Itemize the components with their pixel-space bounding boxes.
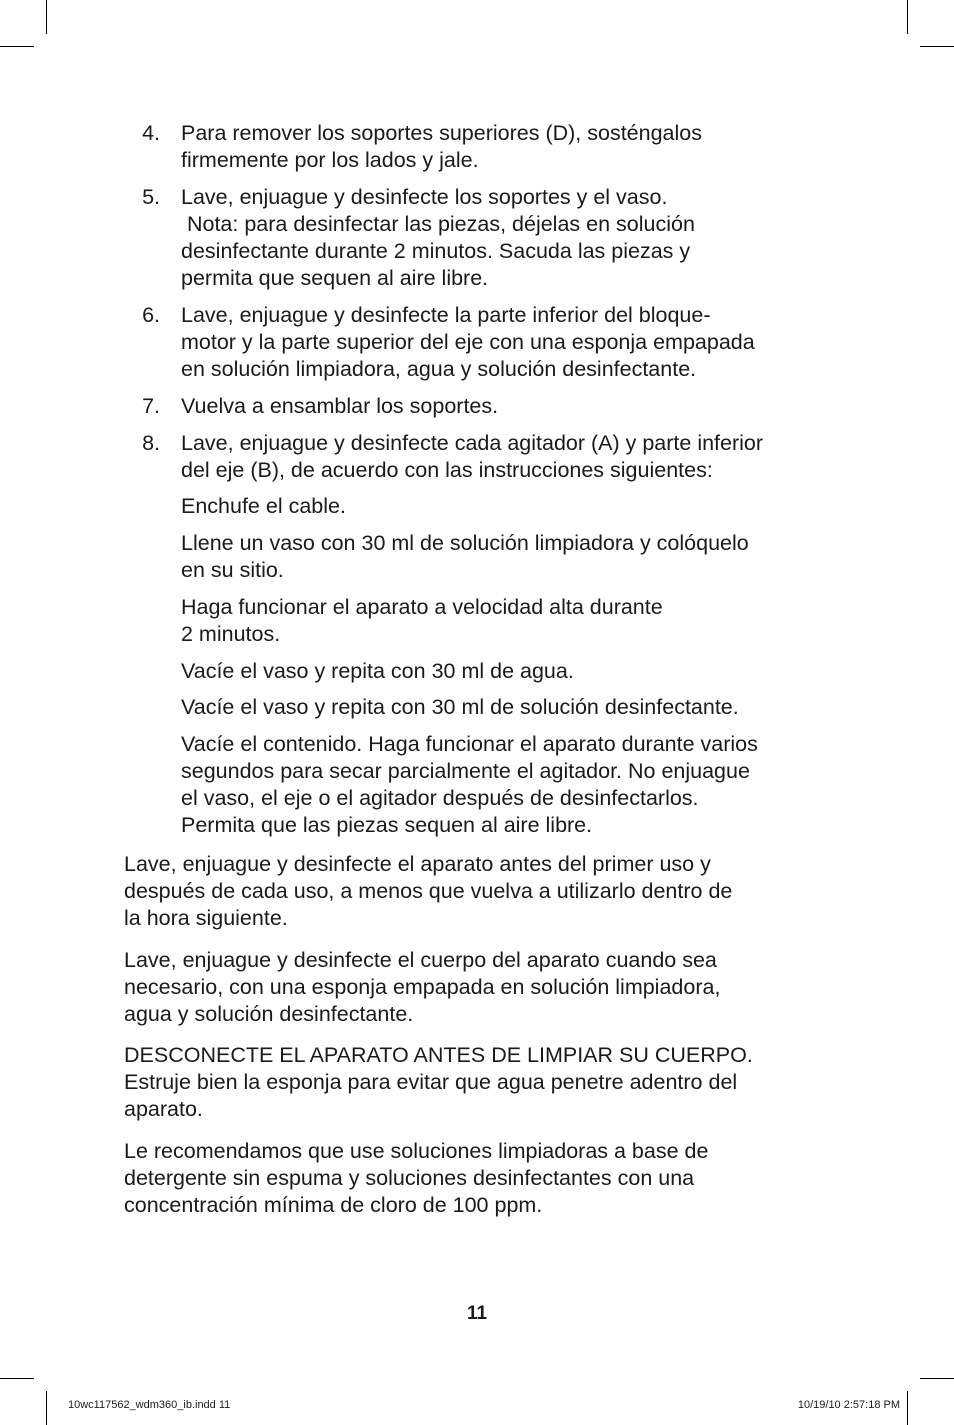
list-number: 6. (142, 303, 160, 327)
list-item (181, 393, 498, 420)
substep (181, 694, 739, 721)
text-line: Permita que las piezas sequen al aire libre. (181, 813, 593, 837)
text-line: detergente sin espuma y soluciones desinfectantes con una (124, 1166, 695, 1190)
text-line: Lave, enjuague y desinfecte la parte inferior del bloque- (181, 303, 711, 327)
text-line: permita que sequen al aire libre. (181, 266, 489, 290)
text-line: Le recomendamos que use soluciones limpiadoras a base de (124, 1139, 709, 1163)
text-line: concentración mínima de cloro de 100 ppm. (124, 1193, 543, 1217)
paragraph (124, 851, 732, 932)
text-line: Lave, enjuague y desinfecte los soportes y el vaso. (181, 185, 668, 209)
text-line: Llene un vaso con 30 ml de solución limpiadora y colóquelo (181, 531, 749, 555)
list-item (181, 302, 755, 383)
crop-mark (920, 46, 954, 47)
text-line: Haga funcionar el aparato a velocidad alta durante (181, 595, 663, 619)
text-line: la hora siguiente. (124, 906, 288, 930)
crop-mark (0, 1378, 34, 1379)
crop-mark (0, 46, 34, 47)
text-line: Vuelva a ensamblar los soportes. (181, 394, 499, 418)
text-line: Lave, enjuague y desinfecte el aparato antes del primer uso y (124, 852, 711, 876)
text-line: segundos para secar parcialmente el agitador. No enjuague (181, 759, 750, 783)
text-line: Enchufe el cable. (181, 494, 346, 518)
substep (181, 594, 663, 648)
list-number: 8. (142, 431, 160, 455)
text-line: necesario, con una esponja empapada en solución limpiadora, (124, 975, 721, 999)
list-item (181, 430, 763, 484)
text-line: del eje (B), de acuerdo con las instrucciones siguientes: (181, 458, 713, 482)
paragraph (124, 1138, 708, 1219)
text-line: Nota: para desinfectar las piezas, déjelas en solución (181, 212, 695, 236)
text-line: Lave, enjuague y desinfecte cada agitador (A) y parte inferior (181, 431, 764, 455)
text-line: Vacíe el vaso y repita con 30 ml de agua. (181, 659, 574, 683)
text-line: en solución limpiadora, agua y solución desinfectante. (181, 357, 697, 381)
text-line: en su sitio. (181, 558, 284, 582)
text-line: agua y solución desinfectante. (124, 1002, 414, 1026)
paragraph (124, 1042, 753, 1123)
list-item (181, 184, 695, 292)
crop-mark (46, 0, 47, 34)
text-line: DESCONECTE EL APARATO ANTES DE LIMPIAR SU CUERPO. (124, 1043, 753, 1067)
list-number: 7. (142, 394, 160, 418)
text-line: aparato. (124, 1097, 203, 1121)
text-line: Vacíe el contenido. Haga funcionar el aparato durante varios (181, 732, 758, 756)
substep (181, 493, 346, 520)
text-line: Vacíe el vaso y repita con 30 ml de solución desinfectante. (181, 695, 739, 719)
text-line: Estruje bien la esponja para evitar que agua penetre adentro del (124, 1070, 738, 1094)
text-line: firmemente por los lados y jale. (181, 148, 479, 172)
crop-mark (46, 1391, 47, 1425)
text-line: motor y la parte superior del eje con una esponja empapada (181, 330, 755, 354)
list-item (181, 120, 702, 174)
text-line: 2 minutos. (181, 622, 281, 646)
page-number: 11 (466, 1303, 488, 1324)
substep (181, 731, 758, 839)
crop-mark (907, 0, 908, 34)
substep (181, 530, 749, 584)
list-number: 5. (142, 185, 160, 209)
list-number: 4. (142, 121, 160, 145)
crop-mark (920, 1378, 954, 1379)
text-line: el vaso, el eje o el agitador después de desinfectarlos. (181, 786, 699, 810)
paragraph (124, 947, 720, 1028)
slug-timestamp: 10/19/10 2:57:18 PM (797, 1399, 900, 1411)
text-line: después de cada uso, a menos que vuelva a utilizarlo dentro de (124, 879, 733, 903)
text-line: Para remover los soportes superiores (D), sosténgalos (181, 121, 702, 145)
text-line: Lave, enjuague y desinfecte el cuerpo del aparato cuando sea (124, 948, 717, 972)
slug-file: 10wc117562_wdm360_ib.indd 11 (68, 1399, 231, 1411)
text-line: desinfectante durante 2 minutos. Sacuda las piezas y (181, 239, 691, 263)
crop-mark (907, 1391, 908, 1425)
substep (181, 658, 574, 685)
